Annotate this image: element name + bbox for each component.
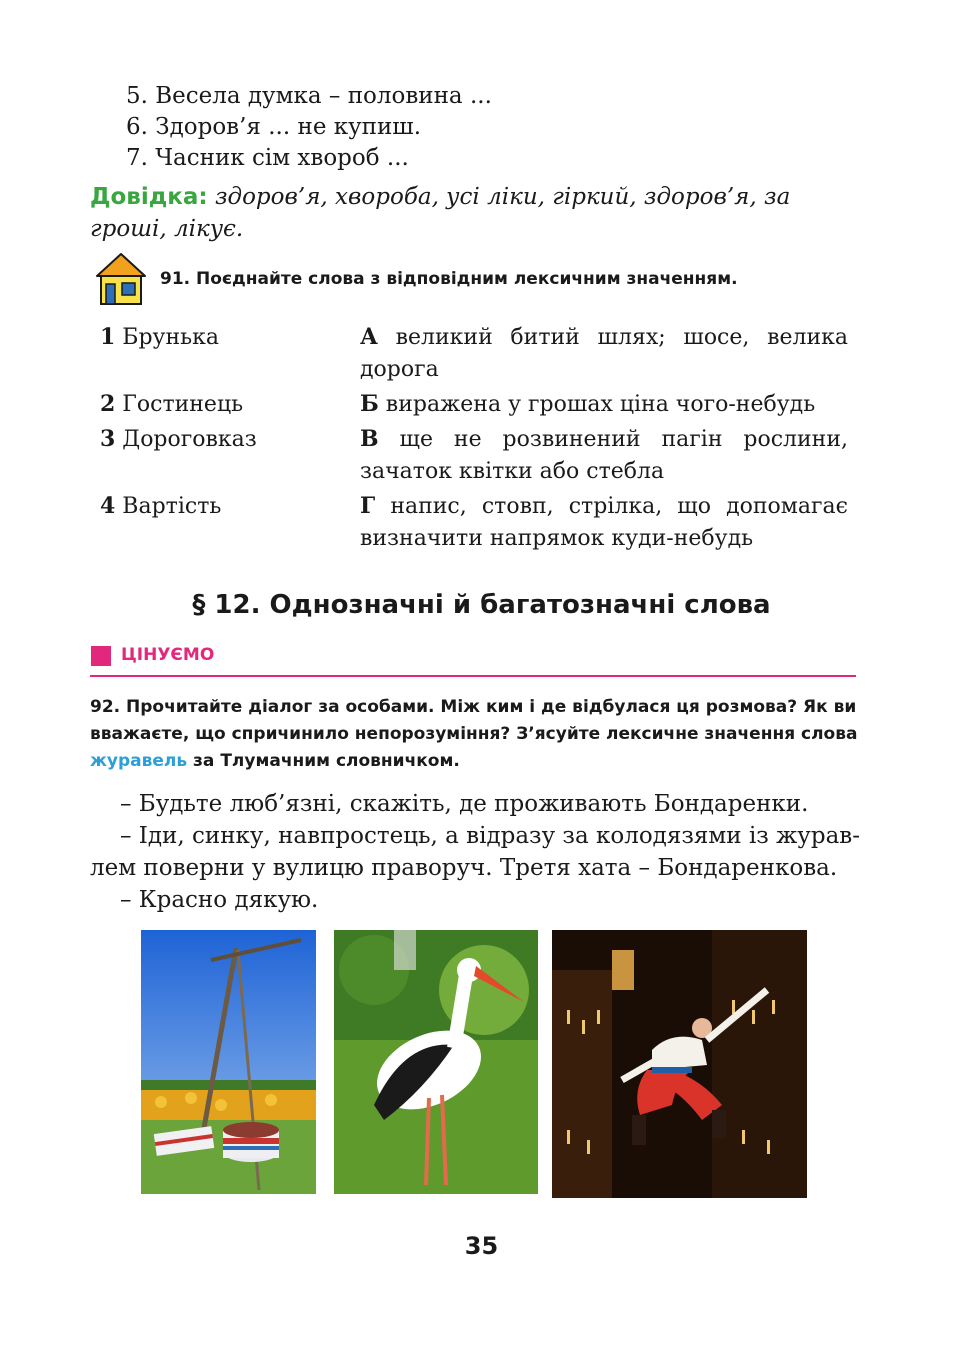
word-number: 2 (100, 391, 116, 417)
dialog-line: – Красно дякую. (120, 887, 319, 913)
meaning: напис, стовп, стрілка, що допомагає визначити напрямок куди-небудь (360, 494, 848, 551)
task-92-text-end: за Тлумачним словничком. (187, 751, 460, 771)
dialog-line: лем поверни у вулицю праворуч. Третя хата – Бондаренкова. (90, 855, 838, 881)
meaning-letter: В (360, 426, 379, 452)
page-number: 35 (464, 1232, 499, 1260)
task-92-text: 92. Прочитайте діалог за особами. Між ким і де відбулася ця розмова? Як ви вважаєте, що спричинило непорозуміння? З’ясуйте лексичне значення слова (90, 697, 858, 744)
word: Вартість (115, 494, 222, 519)
word-number: 1 (100, 324, 116, 350)
meaning-letter: Б (360, 391, 379, 417)
word: Дороговказ (115, 427, 257, 452)
word-number: 3 (100, 426, 116, 452)
rubric-label: ЦІНУЄМО (121, 645, 215, 665)
reference-label: Довідка: (90, 184, 208, 210)
reference-words (90, 181, 870, 245)
meaning: ще не розвинений пагін рослини, зачаток квітки або стебла (360, 427, 848, 484)
proverb-5: 5. Весела думка – половина ... (126, 83, 492, 109)
stork-photo (334, 930, 538, 1194)
dialog-line: – Іди, синку, навпростець, а відразу за колодязями із журав- (120, 823, 860, 849)
well-sweep-photo (141, 930, 316, 1194)
word-number: 4 (100, 493, 116, 519)
proverb-6: 6. Здоров’я ... не купиш. (126, 114, 422, 140)
task-91-instruction: 91. Поєднайте слова з відповідним лексичним значенням. (160, 269, 738, 289)
rubric-square-icon (91, 646, 111, 666)
reference-text: здоров’я, хвороба, усі ліки, гіркий, здоров’я, за гроші, лікує. (90, 184, 791, 242)
meaning: великий битий шлях; шосе, велика дорога (360, 325, 848, 382)
section-title: § 12. Однозначні й багатозначні слова (192, 590, 771, 620)
meaning-letter: А (360, 324, 378, 350)
task-92-instruction (90, 694, 860, 775)
word: Гостинець (115, 392, 244, 417)
meaning: виражена у грошах ціна чого-небудь (378, 392, 816, 417)
dancer-photo (552, 930, 807, 1198)
word: Брунька (115, 325, 220, 350)
highlight-word: журавель (90, 751, 188, 771)
proverb-7: 7. Часник сім хвороб ... (126, 145, 409, 171)
house-icon (95, 252, 147, 306)
meaning-letter: Г (360, 493, 376, 519)
dialog-line: – Будьте люб’язні, скажіть, де проживають Бондаренки. (120, 791, 809, 817)
rubric-divider (90, 675, 856, 677)
